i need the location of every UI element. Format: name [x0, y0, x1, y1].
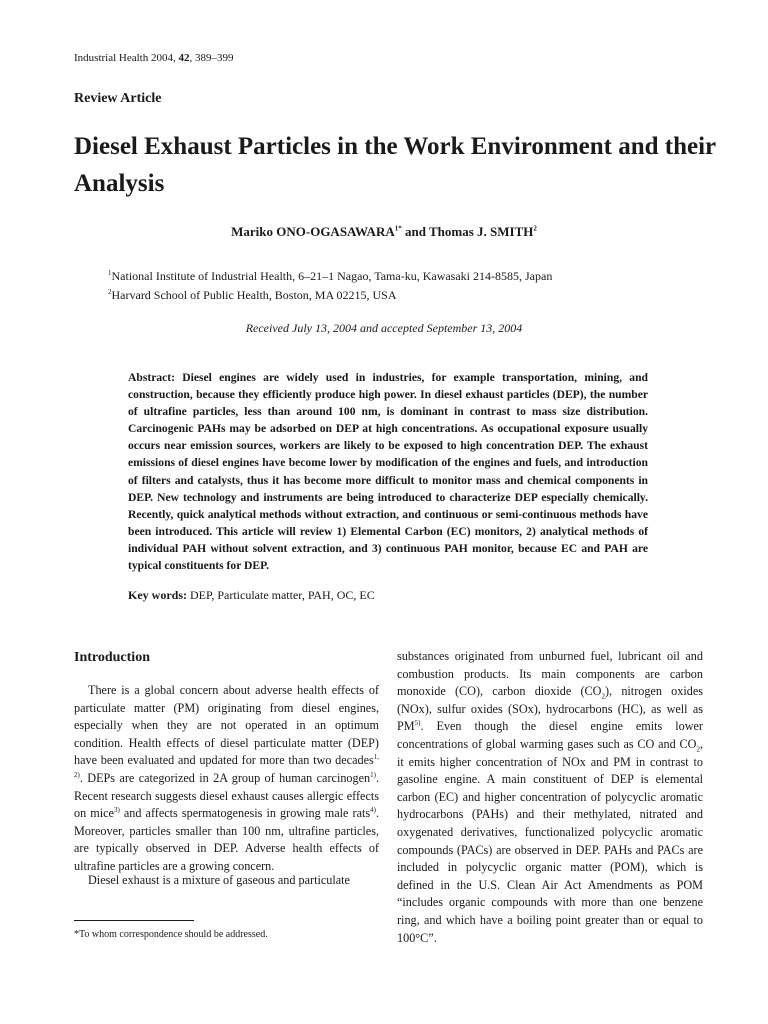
footnote: *To whom correspondence should be addressed. [74, 929, 268, 940]
citation-ref: 1, 2) [74, 753, 379, 779]
text-run: and affects spermatogenesis in growing male rats [119, 806, 371, 821]
author-2-mark: 2 [533, 224, 537, 233]
affiliation-2 [108, 288, 396, 303]
citation-ref: 5) [414, 719, 421, 728]
keywords [128, 588, 375, 603]
intro-paragraph-2-continued [397, 648, 703, 947]
author-1-mark: 1* [394, 224, 402, 233]
author-line [0, 224, 768, 240]
citation-ref: 3) [113, 806, 120, 815]
footnote-rule [74, 920, 194, 921]
affiliation-1-num: 1 [108, 269, 112, 277]
intro-paragraph-2: Diesel exhaust is a mixture of gaseous and particulate [88, 873, 350, 887]
article-type: Review Article [74, 91, 162, 106]
keywords-label: Key words: [128, 588, 187, 602]
affiliation-1 [108, 269, 552, 284]
author-1: Mariko ONO-OGASAWARA [231, 224, 395, 239]
text-run: There is a global concern about adverse health effects of particulate matter (PM) originating from diesel engines, especially when they are not operated in an optimum condition. Health effects of diesel particulate matter (DEP) have been evaluated and updated for more than two decades [74, 683, 379, 768]
citation-ref: 4) [370, 806, 376, 815]
journal-volume: 42 [178, 52, 190, 64]
author-conjunction: and [401, 224, 429, 239]
text-run: ), nitrogen oxides (NOx), sulfur oxides (SOx), hydrocarbons (HC), as well as PM [397, 684, 703, 734]
affiliation-2-text: Harvard School of Public Health, Boston, MA 02215, USA [111, 288, 397, 302]
intro-paragraph-1 [74, 682, 379, 876]
subscript: 2 [601, 692, 605, 701]
journal-citation [74, 52, 233, 64]
author-2: Thomas J. SMITH [428, 224, 534, 239]
paper-title: Diesel Exhaust Particles in the Work Environment and their Analysis [74, 133, 716, 197]
abstract: Abstract: Diesel engines are widely used in industries, for example transportation, mining, and construction, because they efficiently produce high power. In diesel exhaust particles (DEP), the number of ultrafine particles, less than around 100 nm, is dominant in contrast to mass size distribution. Carcinogenic PAHs may be adsorbed on DEP at high concentrations. As occupational exposure usually occurs near emission sources, workers are likely to be exposed to high concentration DEP. The exhaust emissions of diesel engines have become lower by modification of the engines and fuels, and introduction of filters and catalysts, thus it has become more difficult to monitor mass and chemical components in DEP. New technology and instruments are being introduced to characterize DEP especially chemically. Recently, quick analytical methods without extraction, and continuous or semi-continuous methods have been introduced. This article will review 1) Elemental Carbon (EC) monitors, 2) analytical methods of individual PAH without solvent extraction, and 3) continuous PAH monitor, because EC and PAH are typical constituents for DEP. [128, 371, 648, 573]
keywords-value: DEP, Particulate matter, PAH, OC, EC [190, 588, 375, 602]
journal-pages: , 389–399 [189, 52, 234, 64]
affiliation-1-text: National Institute of Industrial Health, 6–21–1 Nagao, Tama-ku, Kawasaki 214-8585, Japan [111, 269, 553, 283]
affiliation-2-num: 2 [108, 288, 112, 296]
text-run: , it emits higher concentration of NOx and PM in contrast to gasoline engine. A main constituent of DEP is elemental carbon (EC) and higher concentration of polycyclic aromatic hydrocarbons (PAHs) and their methylated, nitrated and oxygenated derivatives, functionalized polycyclic aromatic compounds (PACs) are observed in DEP. PAHs and PACs are included in polycyclic organic matter (POM), which is defined in the U.S. Clean Air Act Amendments as POM “includes organic compounds with more than one benzene ring, and which have a boiling point greater than or equal to 100°C”. [397, 736, 703, 945]
received-dates: Received July 13, 2004 and accepted September 13, 2004 [245, 321, 523, 335]
text-run: substances originated from unburned fuel, lubricant oil and combustion products. Its main components are carbon monoxide (CO), carbon dioxide (CO [397, 649, 703, 699]
journal-name: Industrial Health 2004, [74, 52, 179, 64]
text-run: . Moreover, particles smaller than 100 nm, ultrafine particles, are typically observed in DEP. Adverse health effects of ultrafine particles are a growing concern. [74, 806, 379, 873]
citation-ref: 1) [370, 770, 376, 779]
subscript: 2 [696, 745, 700, 754]
text-run: . DEPs are categorized in 2A group of human carcinogen [79, 770, 371, 785]
text-run: . Even though the diesel engine emits lower concentrations of global warming gases such as CO and CO [397, 719, 703, 751]
text-run: . Recent research suggests diesel exhaust causes allergic effects on mice [74, 770, 379, 821]
section-heading-introduction: Introduction [74, 650, 150, 665]
